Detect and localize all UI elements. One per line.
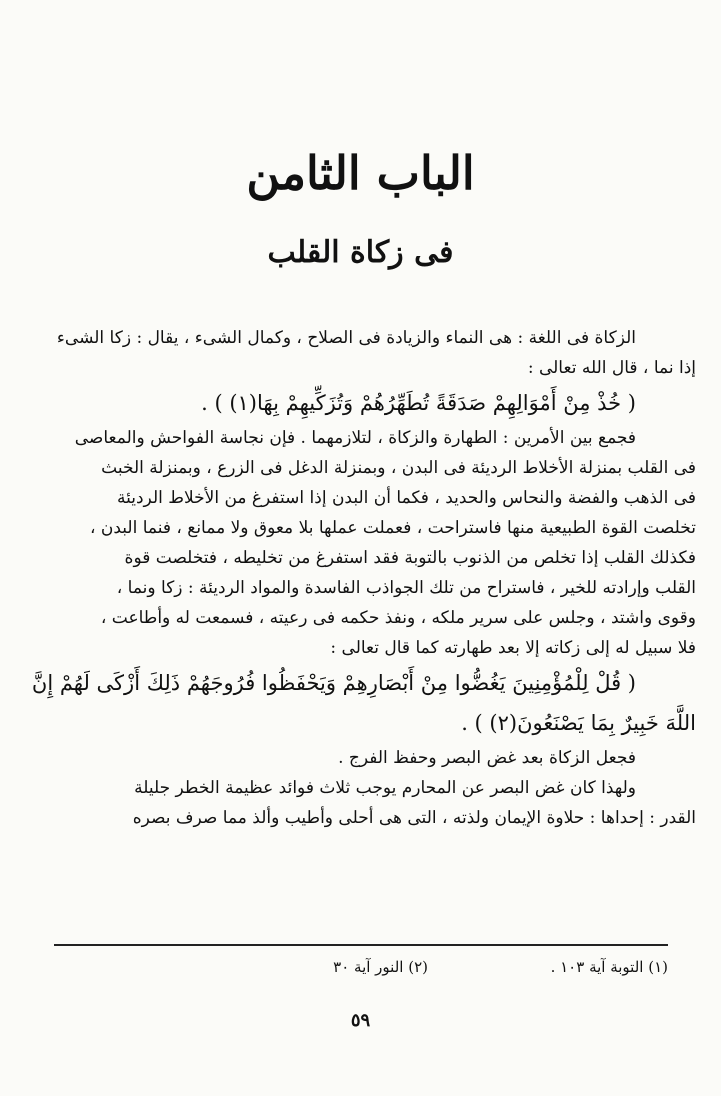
paragraph-line: وقوى واشتد ، وجلس على سرير ملكه ، ونفذ حكمه فى رعيته ، فسمعت له وأطاعت ، [100,608,696,628]
paragraph-line: فجعل الزكاة بعد غض البصر وحفظ الفرج . [338,748,636,768]
paragraph-line: فجمع بين الأمرين : الطهارة والزكاة ، لتلازمهما . فإن نجاسة الفواحش والمعاصى [74,428,636,448]
paragraph-line: ولهذا كان غض البصر عن المحارم يوجب ثلاث فوائد عظيمة الخطر جليلة [134,778,636,798]
footnote-2: (٢) النور آية ٣٠ [333,958,428,976]
paragraph-line: فى الذهب والفضة والنحاس والحديد ، فكما أن البدن إذا استفرغ من الأخلاط الرديئة [117,488,696,508]
footnote-divider [54,944,668,946]
paragraph-line: فلا سبيل له إلى زكاته إلا بعد طهارته كما قال تعالى : [330,638,696,658]
paragraph-line: فى القلب بمنزلة الأخلاط الرديئة فى البدن ، وبمنزلة الدغل فى الزرع ، وبمنزلة الخبث [101,458,696,478]
paragraph-line: الزكاة فى اللغة : هى النماء والزيادة فى الصلاح ، وكمال الشىء ، يقال : زكا الشىء [56,328,636,348]
body-text [28,323,696,833]
paragraph-line: إذا نما ، قال الله تعالى : [527,358,696,378]
paragraph-line: القدر : إحداها : حلاوة الإيمان ولذته ، التى هى أحلى وأطيب وألذ مما صرف بصره [132,808,696,828]
quran-verse: ( قُلْ لِلْمُؤْمِنِينَ يَغُضُّوا مِنْ أَبْصَارِهِمْ وَيَحْفَظُوا فُرُوجَهُمْ ذَلِكَ أَزْكَى لَهُمْ إِنَّ [31,671,636,695]
quran-verse: اللَّهَ خَبِيرٌ بِمَا يَصْنَعُونَ(٢) ) . [461,711,696,735]
quran-verse: ( خُذْ مِنْ أَمْوَالِهِمْ صَدَقَةً تُطَهِّرُهُمْ وَتُزَكِّيهِمْ بِهَا(١) ) . [201,391,636,415]
paragraph-line: القلب وإرادته للخير ، فاستراح من تلك الجواذب الفاسدة والمواد الرديئة : زكا ونما ، [116,578,696,598]
chapter-subtitle: فى زكاة القلب [267,235,454,270]
paragraph-line: فكذلك القلب إذا تخلص من الذنوب بالتوبة فقد استفرغ من تخليطه ، فتخلصت قوة [124,548,696,568]
footnotes [54,958,668,988]
page-number: ٥٩ [350,1010,371,1031]
paragraph-line: تخلصت القوة الطبيعية منها فاستراحت ، فعملت عملها بلا معوق ولا ممانع ، فنما البدن ، [89,518,696,538]
chapter-title: الباب الثامن [246,146,475,200]
footnote-1: (١) التوبة آية ١٠٣ . [550,958,668,976]
